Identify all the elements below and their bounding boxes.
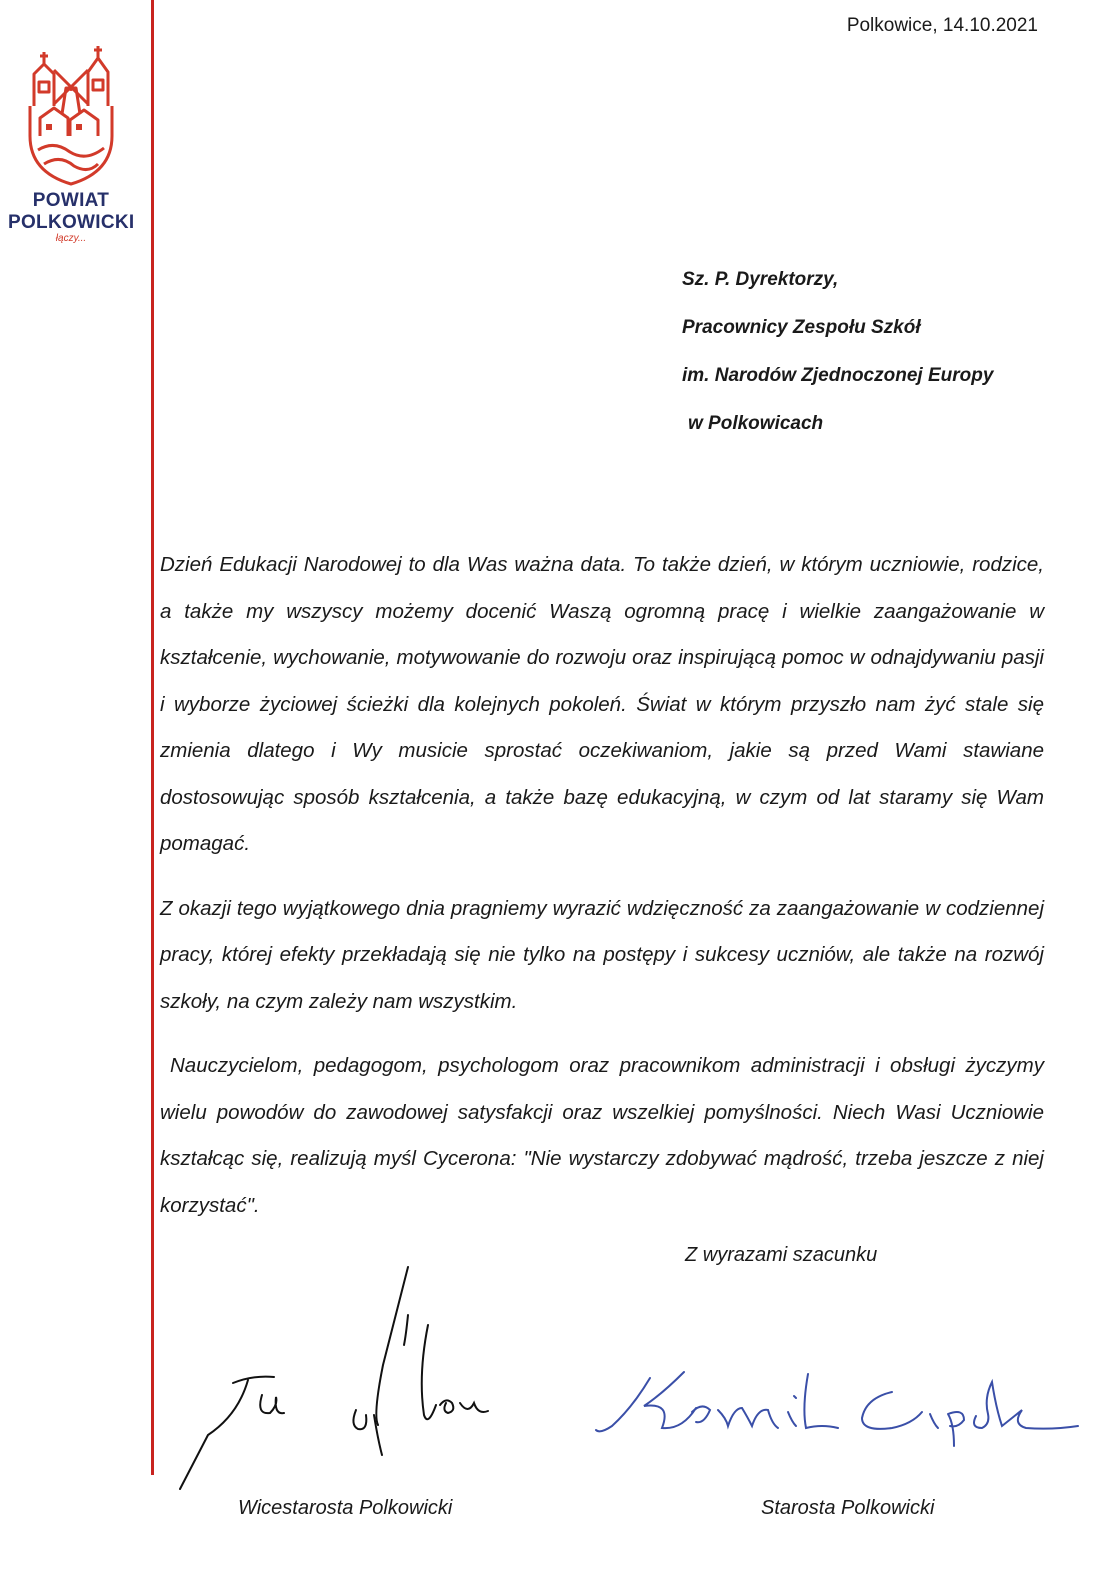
addressee-line: w Polkowicach [688,413,824,434]
powiat-logo [8,44,134,264]
logo-title-line2: POLKOWICKI [8,212,135,233]
margin-rule [151,0,154,1475]
addressee-block [682,256,993,448]
body-paragraph: Dzień Edukacji Narodowej to dla Was ważna data. To także dzień, w którym uczniowie, rodzice, a także my wszyscy możemy docenić Waszą ogromną pracę i wielkie zaangażowanie w kształcenie, wychowanie, motywowanie do rozwoju oraz inspirującą pomoc w odnajdywaniu pasji i wyborze życiowej ścieżki dla kolejnych pokoleń. Świat w którym przyszło nam żyć stale się zmienia dlatego i Wy musicie sprostać oczekiwaniom, jakie są przed Wami stawiane dostosowując sposób kształcenia, a także bazę edukacyjną, w czym od lat staramy się Wam pomagać. [160,553,1044,855]
body-paragraph: Z okazji tego wyjątkowego dnia pragniemy wyrazić wdzięczność za zaangażowanie w codziennej pracy, której efekty przekładają się nie tylko na postępy i sukcesy uczniów, ale także na rozwój szkoły, na czym zależy nam wszystkim. [160,896,1044,1013]
addressee-line: im. Narodów Zjednoczonej Europy [682,365,994,386]
letter-date: Polkowice, 14.10.2021 [846,15,1038,36]
signer-title-left: Wicestarosta Polkowicki [238,1497,453,1519]
signer-title-right: Starosta Polkowicki [761,1497,935,1519]
closing-phrase: Z wyrazami szacunku [685,1244,878,1266]
logo-tagline: łączy... [55,233,87,244]
logo-title-line1: POWIAT [32,190,110,211]
coat-of-arms-icon [24,44,118,186]
addressee-line: Sz. P. Dyrektorzy, [682,269,839,290]
signature-right [592,1368,1082,1478]
letter-body [160,542,1044,1229]
signature-left [178,1265,508,1495]
body-paragraph: Nauczycielom, pedagogom, psychologom oraz pracownikom administracji i obsługi życzymy wielu powodów do zawodowej satysfakcji oraz wszelkiej pomyślności. Niech Wasi Uczniowie kształcąc się, realizują myśl Cycerona: "Nie wystarczy zdobywać mądrość, trzeba jeszcze z niej korzystać". [160,1054,1044,1217]
addressee-line: Pracownicy Zespołu Szkół [682,317,921,338]
